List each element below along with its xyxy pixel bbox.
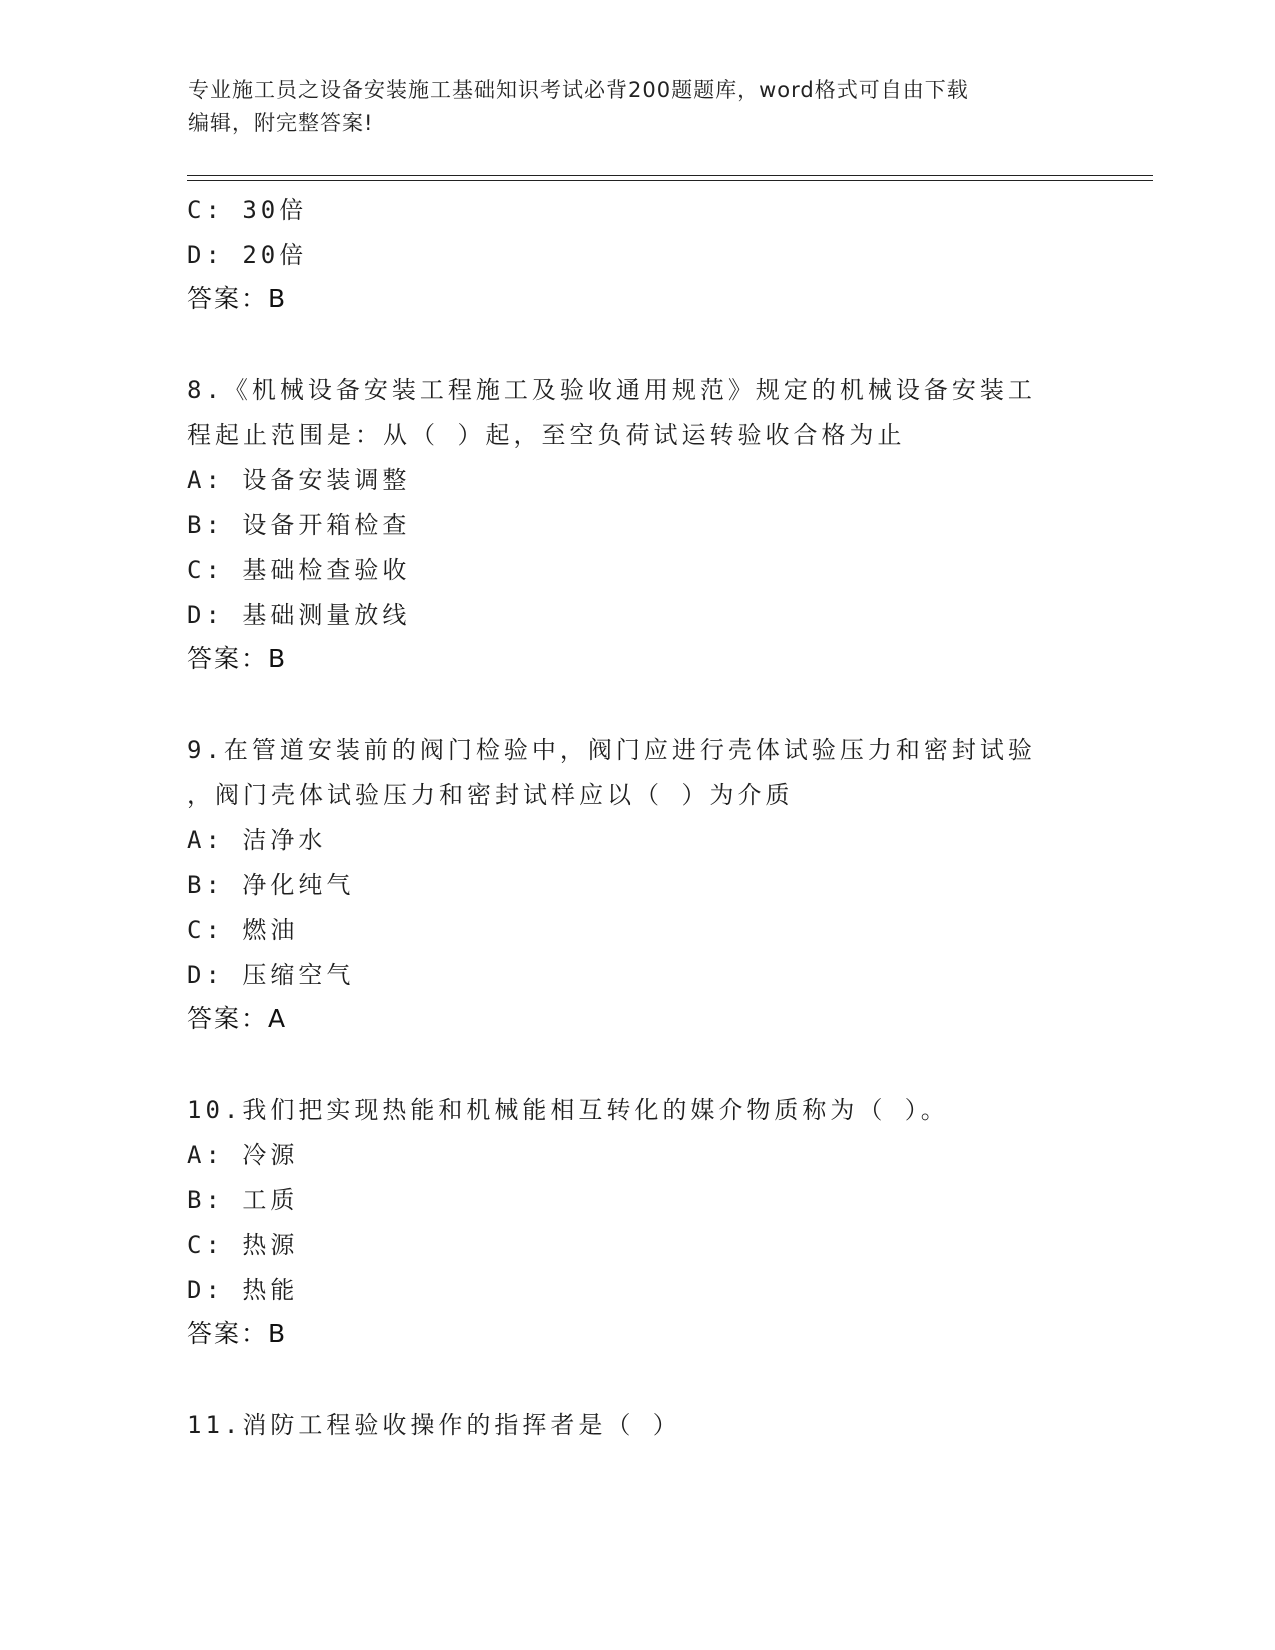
option-line: D: 20倍	[187, 241, 308, 269]
header-rule-bottom	[187, 180, 1153, 181]
option-line: C: 热源	[187, 1231, 299, 1259]
option-line: D: 压缩空气	[187, 961, 355, 989]
option-line: A: 洁净水	[187, 826, 327, 854]
answer-line: 答案：A	[187, 1004, 288, 1033]
question-line: 程起止范围是：从（ ）起，至空负荷试运转验收合格为止	[187, 421, 906, 449]
option-line: D: 热能	[187, 1276, 299, 1304]
option-line: A: 冷源	[187, 1141, 299, 1169]
answer-line: 答案：B	[187, 1319, 288, 1348]
document-header	[188, 74, 1088, 140]
option-line: B: 净化纯气	[187, 871, 355, 899]
header-rule-top	[187, 175, 1153, 176]
option-line: A: 设备安装调整	[187, 466, 411, 494]
option-line: C: 30倍	[187, 196, 308, 224]
question-line: 10.我们把实现热能和机械能相互转化的媒介物质称为（ ）。	[187, 1096, 949, 1124]
question-line: 9.在管道安装前的阀门检验中，阀门应进行壳体试验压力和密封试验	[187, 736, 1036, 764]
question-line: ，阀门壳体试验压力和密封试样应以（ ）为介质	[187, 781, 794, 809]
answer-line: 答案：B	[187, 284, 288, 313]
header-title-line-2: 编辑，附完整答案!	[188, 111, 374, 135]
option-line: D: 基础测量放线	[187, 601, 411, 629]
header-title-line-1: 专业施工员之设备安装施工基础知识考试必背200题题库，word格式可自由下载	[188, 78, 969, 102]
question-line: 8.《机械设备安装工程施工及验收通用规范》规定的机械设备安装工	[187, 376, 1036, 404]
answer-line: 答案：B	[187, 644, 288, 673]
option-line: C: 基础检查验收	[187, 556, 411, 584]
option-line: B: 工质	[187, 1186, 299, 1214]
option-line: C: 燃油	[187, 916, 299, 944]
option-line: B: 设备开箱检查	[187, 511, 411, 539]
question-line: 11.消防工程验收操作的指挥者是（ ）	[187, 1411, 681, 1439]
